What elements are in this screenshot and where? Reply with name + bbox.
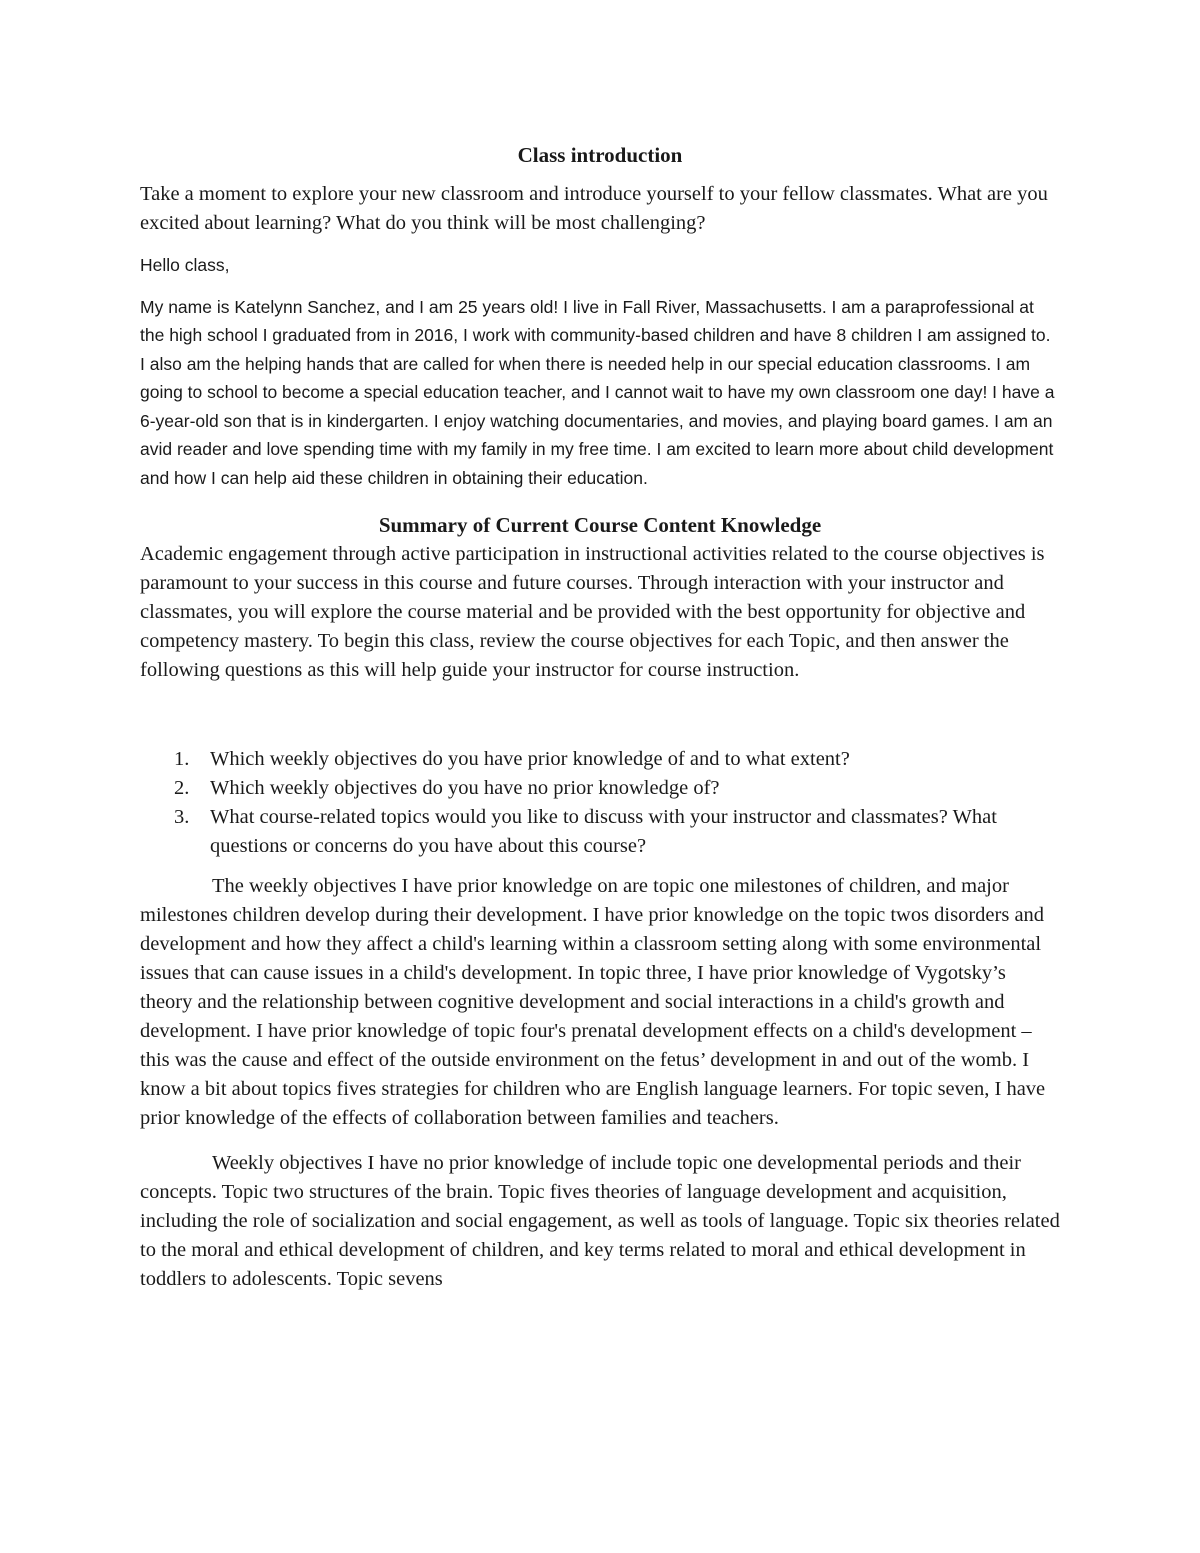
list-number: 3. xyxy=(174,806,190,828)
list-item xyxy=(140,745,1060,774)
list-item xyxy=(140,774,1060,803)
questions-list xyxy=(140,745,1060,861)
greeting-text: Hello class, xyxy=(140,255,230,275)
list-item xyxy=(140,803,1060,861)
list-item-text: Which weekly objectives do you have prior knowledge of and to what extent? xyxy=(210,748,850,770)
answer-paragraph-1: The weekly objectives I have prior knowledge on are topic one milestones of children, and major milestones children develop during their development. I have prior knowledge on the topic twos disorders and development and how they affect a child's learning within a classroom setting along with some environmental issues that can cause issues in a child's development. In topic three, I have prior knowledge of Vygotsky’s theory and the relationship between cognitive development and social interactions in a child's growth and development. I have prior knowledge of topic four's prenatal development effects on a child's development – this was the cause and effect of the outside environment on the fetus’ development in and out of the womb. I know a bit about topics fives strategies for children who are English language learners. For topic seven, I have prior knowledge of the effects of collaboration between families and teachers. xyxy=(140,875,1046,1129)
section-text: Academic engagement through active participation in instructional activities related to the course objectives is paramount to your success in this course and future courses. Through interaction with your instructor and classmates, you will explore the course material and be provided with the best opportunity for objective and competency mastery. To begin this class, review the course objectives for each Topic, and then answer the following questions as this will help guide your instructor for course instruction. xyxy=(140,543,1045,681)
document-page xyxy=(140,140,1060,1294)
answer-paragraph-2: Weekly objectives I have no prior knowledge of include topic one developmental periods and their concepts. Topic two structures of the brain. Topic fives theories of language development and acquisition, including the role of socialization and social engagement, as well as tools of language. Topic six theories related to the moral and ethical development of children, and key terms related to moral and ethical development in toddlers to adolescents. Topic sevens xyxy=(140,1152,1060,1290)
section-heading: Summary of Current Course Content Knowledge xyxy=(378,513,822,537)
list-number: 1. xyxy=(174,748,190,770)
prompt-text: Take a moment to explore your new classroom and introduce yourself to your fellow classmates. What are you excited about learning? What do you think will be most challenging? xyxy=(140,183,1048,234)
list-item-text: What course-related topics would you like to discuss with your instructor and classmates? What questions or concerns do you have about this course? xyxy=(210,806,997,857)
list-item-text: Which weekly objectives do you have no prior knowledge of? xyxy=(210,777,720,799)
introduction-text: My name is Katelynn Sanchez, and I am 25 years old! I live in Fall River, Massachusetts. I am a paraprofessional at the high school I graduated from in 2016, I work with community-based children and have 8 children I am assigned to. I also am the helping hands that are called for when there is needed help in our special education classrooms. I am going to school to become a special education teacher, and I cannot wait to have my own classroom one day! I have a 6-year-old son that is in kindergarten. I enjoy watching documentaries, and movies, and playing board games. I am an avid reader and love spending time with my family in my free time. I am excited to learn more about child development and how I can help aid these children in obtaining their education. xyxy=(140,296,1055,488)
document-title: Class introduction xyxy=(517,143,683,167)
list-number: 2. xyxy=(174,777,190,799)
